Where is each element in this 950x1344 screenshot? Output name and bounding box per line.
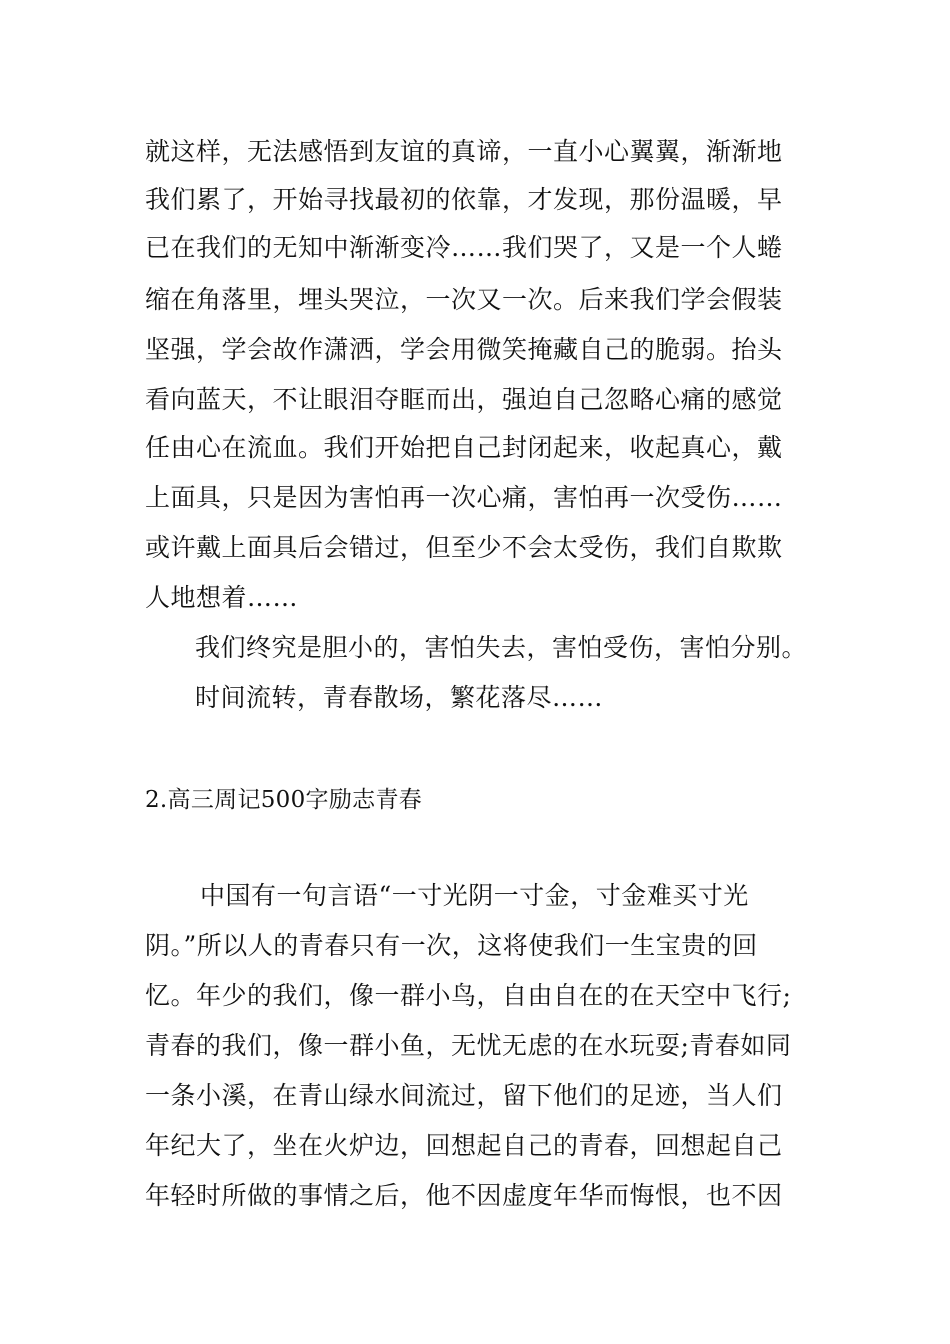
- paragraph-3: 时间流转，青春散场，繁花落尽……: [195, 683, 604, 712]
- paragraph-1-line-2: 我们累了，开始寻找最初的依靠，才发现，那份温暖，早: [145, 185, 783, 214]
- paragraph-1-line-3: 已在我们的无知中渐渐变冷……我们哭了，又是一个人蜷: [145, 233, 783, 262]
- paragraph-1-line-4: 缩在角落里，埋头哭泣，一次又一次。后来我们学会假装: [145, 285, 783, 314]
- paragraph-4-line-5: 一条小溪，在青山绿水间流过，留下他们的足迹，当人们: [145, 1081, 783, 1110]
- section-heading: 2.高三周记500字励志青春: [145, 787, 423, 813]
- paragraph-4-line-3: 忆。年少的我们，像一群小鸟，自由自在的在天空中飞行;: [145, 981, 792, 1010]
- paragraph-4-line-7: 年轻时所做的事情之后，他不因虚度年华而悔恨，也不因: [145, 1181, 783, 1210]
- paragraph-1-line-7: 任由心在流血。我们开始把自己封闭起来，收起真心，戴: [145, 433, 783, 462]
- paragraph-1-line-8: 上面具，只是因为害怕再一次心痛，害怕再一次受伤……: [145, 483, 783, 512]
- paragraph-4-line-1: 中国有一句言语“一寸光阴一寸金，寸金难买寸光: [200, 881, 749, 910]
- paragraph-1-line-5: 坚强，学会故作潇洒，学会用微笑掩藏自己的脆弱。抬头: [145, 335, 783, 364]
- paragraph-4-line-2: 阴。”所以人的青春只有一次，这将使我们一生宝贵的回: [145, 931, 758, 960]
- paragraph-4-line-4: 青春的我们，像一群小鱼，无忧无虑的在水玩耍;青春如同: [145, 1031, 792, 1060]
- paragraph-1-line-1: 就这样，无法感悟到友谊的真谛，一直小心翼翼，渐渐地: [145, 137, 783, 166]
- paragraph-1-line-10: 人地想着……: [145, 583, 299, 612]
- paragraph-1-line-6: 看向蓝天，不让眼泪夺眶而出，强迫自己忽略心痛的感觉: [145, 385, 783, 414]
- paragraph-4-line-6: 年纪大了，坐在火炉边，回想起自己的青春，回想起自己: [145, 1131, 783, 1160]
- paragraph-1-line-9: 或许戴上面具后会错过，但至少不会太受伤，我们自欺欺: [145, 533, 783, 562]
- paragraph-2: 我们终究是胆小的，害怕失去，害怕受伤，害怕分别。: [195, 633, 808, 662]
